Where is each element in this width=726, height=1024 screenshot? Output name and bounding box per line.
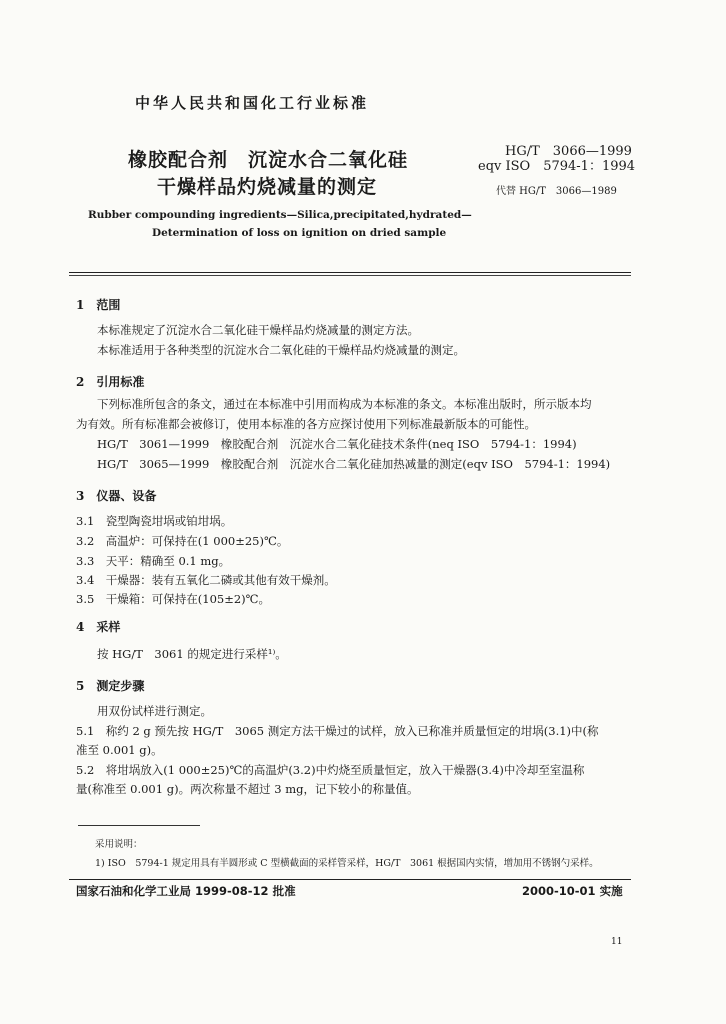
section-2-paragraph: 下列标准所包含的条文，通过在本标准中引用而构成为本标准的条文。本标准出版时，所示版本均 — [97, 397, 592, 411]
equipment-item: 3.3 天平：精确至 0.1 mg。 — [76, 554, 231, 568]
equivalent-code: eqv ISO 5794-1：1994 — [478, 159, 636, 174]
procedure-step: 5.1 称约 2 g 预先按 HG/T 3065 测定方法干燥过的试样，放入已称准并质量恒定的坩埚(3.1)中(称 — [76, 724, 599, 738]
procedure-step-continuation: 量(称准至 0.001 g)。两次称量不超过 3 mg，记下较小的称量值。 — [76, 782, 419, 796]
replaces-code: 代替 HG/T 3066—1989 — [496, 186, 617, 197]
equipment-item: 3.5 干燥箱：可保持在(105±2)℃。 — [76, 592, 271, 606]
section-1-heading: 1 范围 — [76, 298, 121, 312]
section-2-paragraph: 为有效。所有标准都会被修订，使用本标准的各方应探讨使用下列标准最新版本的可能性。 — [76, 417, 536, 431]
page-number: 11 — [611, 937, 623, 947]
procedure-step: 5.2 将坩埚放入(1 000±25)℃的高温炉(3.2)中灼烧至质量恒定，放入干燥器(3.4)中冷却至室温称 — [76, 763, 585, 777]
footnote-divider — [78, 825, 200, 826]
equipment-item: 3.1 瓷型陶瓷坩埚或铂坩埚。 — [76, 514, 233, 528]
procedure-step-continuation: 准至 0.001 g)。 — [76, 743, 163, 757]
section-4-paragraph: 按 HG/T 3061 的规定进行采样¹⁾。 — [97, 647, 287, 661]
reference-item: HG/T 3061—1999 橡胶配合剂 沉淀水合二氧化硅技术条件(neq ISO 5794-1：1994) — [97, 437, 577, 451]
publisher-heading: 中华人民共和国化工行业标准 — [135, 94, 370, 112]
equipment-item: 3.2 高温炉：可保持在(1 000±25)℃。 — [76, 534, 289, 548]
effective-date: 2000-10-01 实施 — [522, 884, 623, 898]
approval-date: 国家石油和化学工业局 1999-08-12 批准 — [76, 884, 296, 898]
section-4-heading: 4 采样 — [76, 620, 121, 634]
section-1-paragraph: 本标准规定了沉淀水合二氧化硅干燥样品灼烧减量的测定方法。 — [97, 323, 419, 337]
header-divider-thick — [69, 272, 631, 273]
section-2-heading: 2 引用标准 — [76, 375, 145, 389]
english-title-line-1: Rubber compounding ingredients—Silica,precipitated,hydrated— — [88, 209, 472, 221]
english-title-line-2: Determination of loss on ignition on dried sample — [152, 227, 447, 239]
footer-divider — [69, 879, 631, 880]
title-line-1: 橡胶配合剂 沉淀水合二氧化硅 — [128, 149, 409, 171]
footnote-label: 采用说明： — [95, 839, 143, 850]
reference-item: HG/T 3065—1999 橡胶配合剂 沉淀水合二氧化硅加热减量的测定(eqv ISO 5794-1：1994) — [97, 457, 611, 471]
section-5-heading: 5 测定步骤 — [76, 679, 145, 693]
header-divider-thin — [69, 275, 631, 276]
section-5-paragraph: 用双份试样进行测定。 — [97, 704, 212, 718]
footnote-text: 1) ISO 5794-1 规定用具有半圆形或 C 型横截面的采样管采样，HG/T 3061 根据国内实情，增加用不锈钢勺采样。 — [95, 858, 599, 869]
title-line-2: 干燥样品灼烧减量的测定 — [157, 176, 378, 198]
section-3-heading: 3 仪器、设备 — [76, 489, 157, 503]
equipment-item: 3.4 干燥器：装有五氧化二磷或其他有效干燥剂。 — [76, 573, 336, 587]
standard-code: HG/T 3066—1999 — [505, 144, 632, 159]
section-1-paragraph: 本标准适用于各种类型的沉淀水合二氧化硅的干燥样品灼烧减量的测定。 — [97, 343, 465, 357]
